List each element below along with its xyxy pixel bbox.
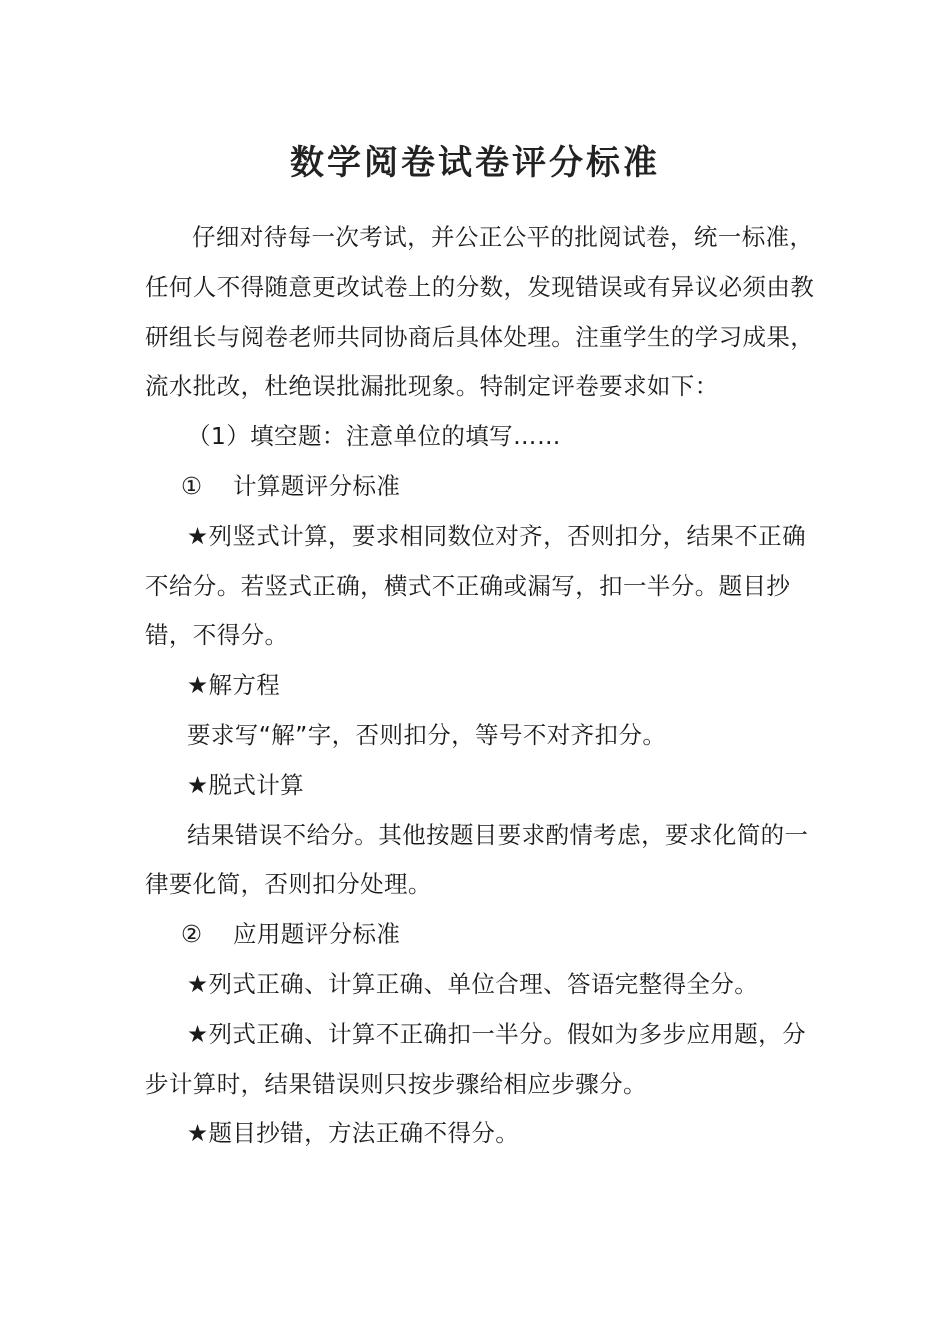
document-body (145, 213, 815, 1159)
rule-copy-error: ★题目抄错，方法正确不得分。 (187, 1119, 520, 1148)
rule-equation-text: 要求写“解”字，否则扣分，等号不对齐扣分。 (187, 720, 667, 749)
rule-full-score: ★列式正确、计算正确、单位合理、答语完整得全分。 (187, 969, 759, 998)
section-heading-text: 应用题评分标准 (233, 920, 401, 949)
section-heading-text: 计算题评分标准 (233, 471, 401, 500)
rule-stepwise-text: 结果错误不给分。其他按题目要求酌情考虑，要求化简的一律要化简，否则扣分处理。 (145, 820, 809, 899)
rule-stepwise-title: ★脱式计算 (187, 770, 305, 799)
intro-paragraph: 仔细对待每一次考试，并公正公平的批阅试卷，统一标准，任何人不得随意更改试卷上的分数，发现错误或有异议必须由教研组长与阅卷老师共同协商后具体处理。注重学生的学习成果，流水批改，杜绝误批漏批现象。特制定评卷要求如下： (145, 223, 815, 401)
document-title: 数学阅卷试卷评分标准 (290, 143, 660, 183)
rule-half-score: ★列式正确、计算不正确扣一半分。假如为多步应用题，分步计算时，结果错误则只按步骤给相应步骤分。 (145, 1019, 806, 1098)
section-marker-2: ② (181, 920, 203, 949)
section-heading-word-problems (145, 910, 815, 960)
section-marker-1: ① (181, 471, 203, 500)
rule-equation-title: ★解方程 (187, 671, 281, 700)
section-heading-calculation (145, 462, 815, 512)
fill-in-blank-item: （1）填空题：注意单位的填写…… (187, 422, 561, 451)
rule-vertical-calculation: ★列竖式计算，要求相同数位对齐，否则扣分，结果不正确不给分。若竖式正确，横式不正确或漏写，扣一半分。题目抄错，不得分。 (145, 521, 806, 650)
